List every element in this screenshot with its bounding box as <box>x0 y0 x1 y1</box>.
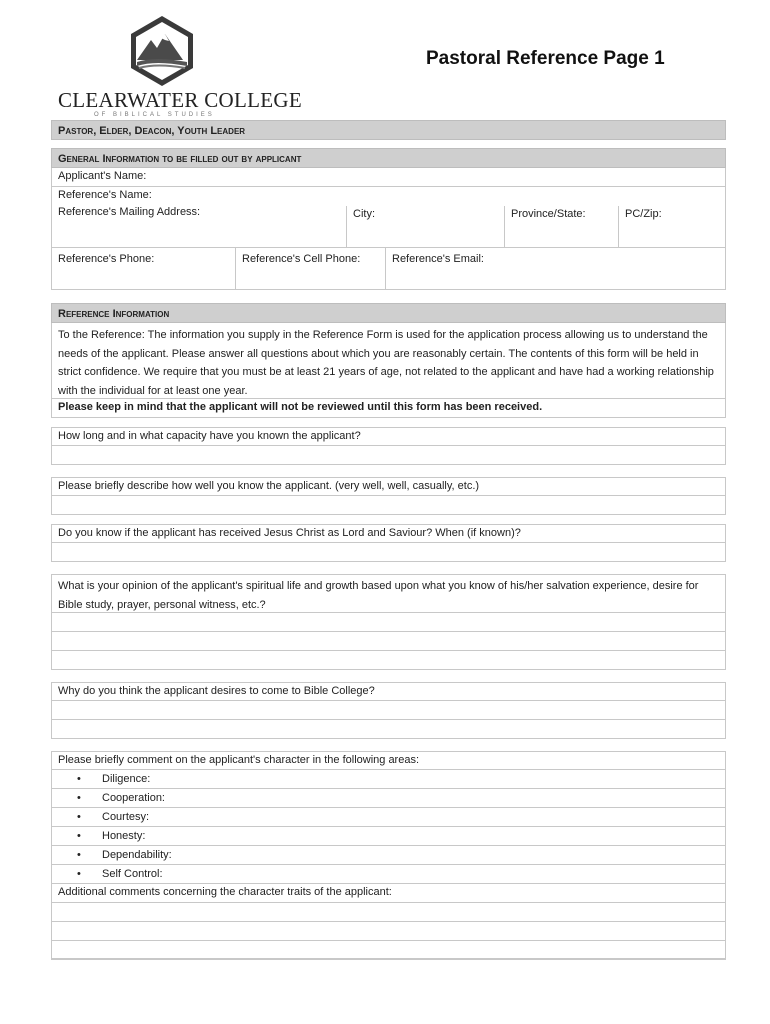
question-2: Please briefly describe how well you know the applicant. (very well, well, casually, etc.) <box>51 477 726 496</box>
answer-7-line-1[interactable] <box>51 903 726 922</box>
province-state-field[interactable] <box>505 206 619 247</box>
trait-honesty[interactable] <box>51 827 726 846</box>
reference-name-field[interactable] <box>51 187 726 206</box>
bullet-icon: • <box>77 868 81 880</box>
college-name: CLEARWATER COLLEGE <box>58 88 302 112</box>
city-label: City: <box>353 208 375 220</box>
email-field[interactable] <box>386 248 725 289</box>
phone-row <box>51 248 726 290</box>
answer-7-line-2[interactable] <box>51 922 726 941</box>
trait-dependability[interactable] <box>51 846 726 865</box>
reference-name-label: Reference's Name: <box>58 189 152 201</box>
bullet-icon: • <box>77 773 81 785</box>
trait-label: Cooperation: <box>102 792 165 804</box>
bullet-icon: • <box>77 830 81 842</box>
answer-4-line-2[interactable] <box>51 632 726 651</box>
question-5: Why do you think the applicant desires to come to Bible College? <box>51 682 726 701</box>
roles-heading: Pastor, Elder, Deacon, Youth Leader <box>51 120 726 140</box>
answer-3-line[interactable] <box>51 543 726 562</box>
question-3: Do you know if the applicant has received Jesus Christ as Lord and Saviour? When (if known)? <box>51 524 726 543</box>
city-field[interactable] <box>346 206 505 247</box>
trait-label: Self Control: <box>102 868 163 880</box>
email-label: Reference's Email: <box>392 253 484 265</box>
cell-phone-label: Reference's Cell Phone: <box>242 253 361 265</box>
mountain-logo-icon <box>125 14 199 88</box>
applicant-name-label: Applicant's Name: <box>58 170 147 182</box>
pc-zip-field[interactable] <box>619 206 725 247</box>
trait-cooperation[interactable] <box>51 789 726 808</box>
general-info-heading: General Information to be filled out by applicant <box>51 148 726 168</box>
reference-intro: To the Reference: The information you supply in the Reference Form is used for the application process allowing us to understand the needs of the applicant. Please answer all questions about which you are reasonably certain. The contents of this form will be held in strict confidence. We require that you must be at least 21 years of age, not related to the applicant and have had a working relationship with the individual for at least one year. <box>51 323 726 399</box>
question-7: Additional comments concerning the character traits of the applicant: <box>51 884 726 903</box>
question-1: How long and in what capacity have you known the applicant? <box>51 427 726 446</box>
college-tagline: OF BIBLICAL STUDIES <box>94 112 215 118</box>
question-4: What is your opinion of the applicant's spiritual life and growth based upon what you know of his/her salvation experience, desire for Bible study, prayer, personal witness, etc.? <box>51 574 726 613</box>
bullet-icon: • <box>77 792 81 804</box>
footer-divider <box>51 958 726 959</box>
mailing-address-label: Reference's Mailing Address: <box>58 206 201 218</box>
answer-5-line-2[interactable] <box>51 720 726 739</box>
answer-4-line-3[interactable] <box>51 651 726 670</box>
trait-label: Honesty: <box>102 830 146 842</box>
reference-form <box>51 120 726 960</box>
trait-label: Dependability: <box>102 849 172 861</box>
pc-zip-label: PC/Zip: <box>625 208 662 220</box>
reference-notice: Please keep in mind that the applicant will not be reviewed until this form has been received. <box>51 399 726 418</box>
phone-field[interactable] <box>52 248 236 289</box>
province-state-label: Province/State: <box>511 208 586 220</box>
cell-phone-field[interactable] <box>236 248 386 289</box>
trait-self-control[interactable] <box>51 865 726 884</box>
answer-2-line[interactable] <box>51 496 726 515</box>
trait-courtesy[interactable] <box>51 808 726 827</box>
character-traits-list <box>51 770 726 884</box>
bullet-icon: • <box>77 849 81 861</box>
answer-5-line-1[interactable] <box>51 701 726 720</box>
trait-label: Diligence: <box>102 773 151 785</box>
answer-4-line-1[interactable] <box>51 613 726 632</box>
applicant-name-field[interactable] <box>51 168 726 187</box>
reference-info-heading: Reference Information <box>51 303 726 323</box>
trait-diligence[interactable] <box>51 770 726 789</box>
page-title: Pastoral Reference Page 1 <box>426 48 665 69</box>
college-logo <box>58 14 302 118</box>
bullet-icon: • <box>77 811 81 823</box>
mailing-address-field[interactable] <box>52 206 346 247</box>
phone-label: Reference's Phone: <box>58 253 155 265</box>
answer-1-line[interactable] <box>51 446 726 465</box>
address-row <box>51 206 726 248</box>
trait-label: Courtesy: <box>102 811 150 823</box>
question-6: Please briefly comment on the applicant's character in the following areas: <box>51 751 726 770</box>
